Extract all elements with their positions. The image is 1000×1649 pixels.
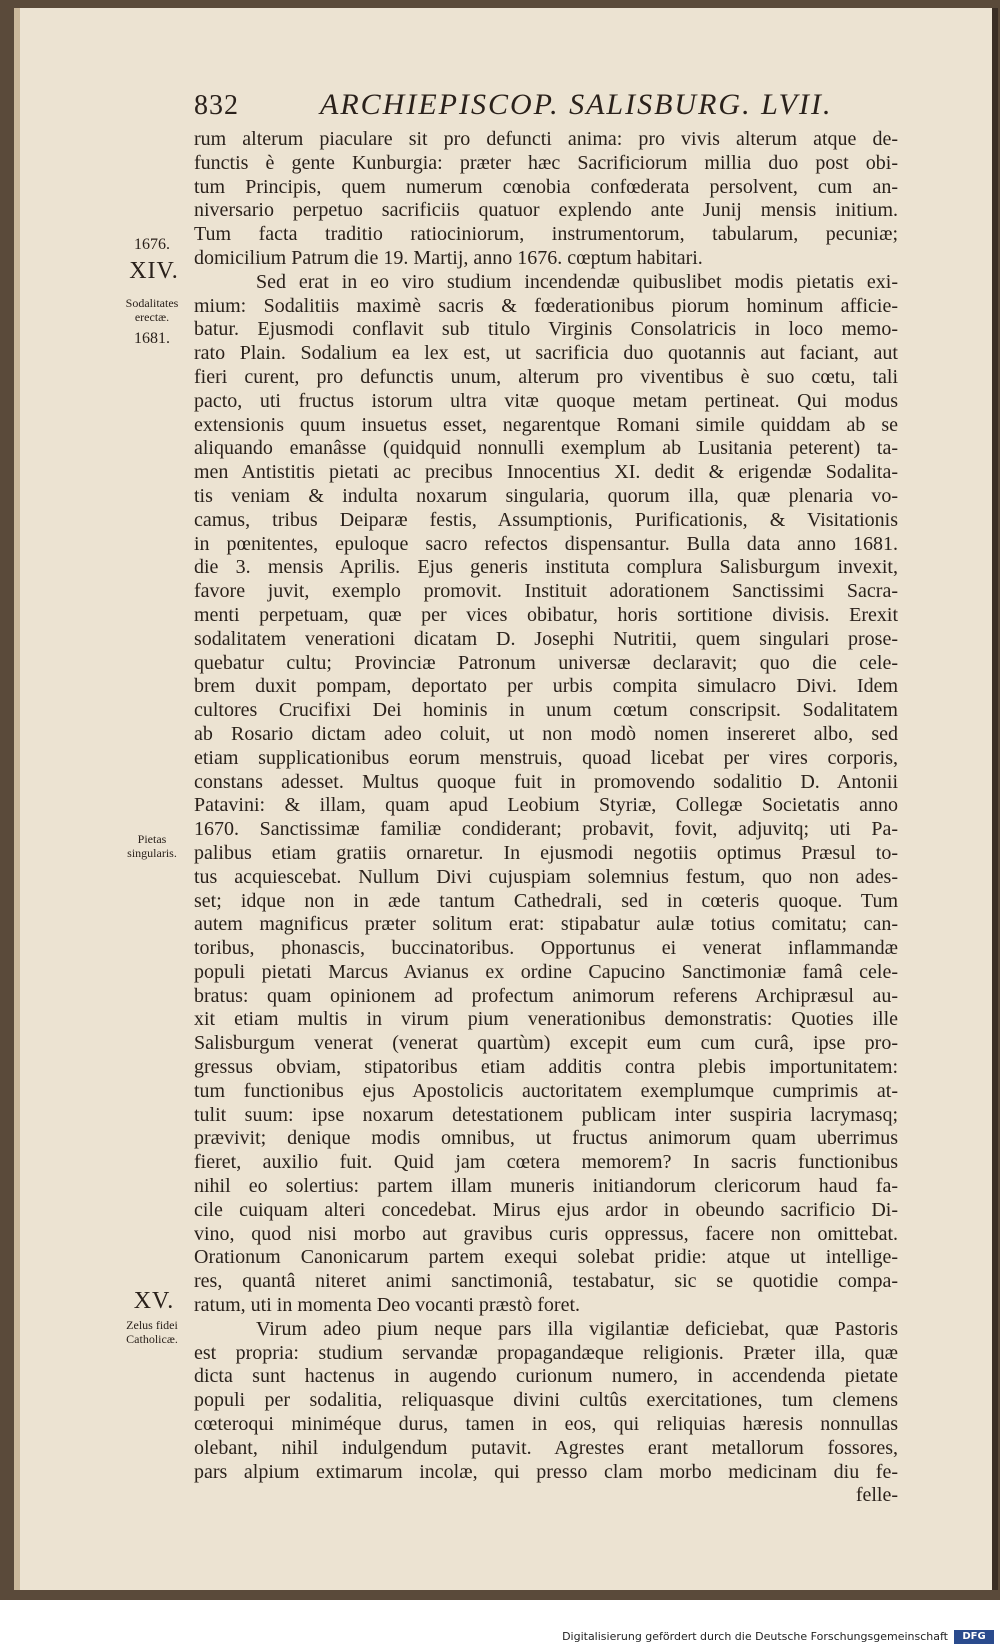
text-line: tis veniam & indulta noxarum singularia, quorum illa, quæ plenaria vo- — [194, 484, 898, 507]
text-line: favore juvit, exemplo promovit. Instituit adorationem Sanctissimi Sacra- — [194, 580, 898, 603]
dfg-logo: DFG — [954, 1630, 994, 1644]
text-line: cœteroqui miniméque durus, tamen in eos, qui reliquias hæresis nonnullas — [194, 1413, 898, 1436]
text-line: mium: Sodalitiis maximè sacris & fœderationibus piorum hominum afficie- — [194, 294, 898, 317]
text-line: tum Principis, quem numerum cœnobia confœderata persolvent, cum an- — [194, 175, 898, 198]
text-line: rum alterum piaculare sit pro defuncti anima: pro vivis alterum atque de- — [194, 128, 898, 150]
text-line: menti perpetuam, quæ per vices obibatur, horis sortitione divisis. Erexit — [194, 603, 898, 626]
text-line: rato Plain. Sodalium ea lex est, ut sacrificia duo quotannis aut faciant, aut — [194, 342, 898, 365]
text-line: aliquando emanâsse (quidquid nonnulli exemplum ab Lusitania peterent) ta- — [194, 437, 898, 460]
page-number: 832 — [194, 90, 239, 121]
margin-note-sodalitates: Sodalitates erectæ. — [125, 296, 179, 324]
text-line: men Antistitis pietati ac precibus Innocentius XI. dedit & erigendæ Sodalita- — [194, 461, 898, 484]
text-line: ratum, uti in momenta Deo vocanti præstò foret. — [194, 1294, 581, 1317]
text-line: gressus obviam, stipatoribus etiam additis contra plebis importunitatem: — [194, 1056, 898, 1079]
margin-note-year-1676: 1676. — [134, 236, 170, 253]
text-line: sodalitatem venerationi dicatam D. Josephi Nutritii, quem singulari prose- — [194, 627, 898, 650]
running-title: ARCHIEPISCOP. SALISBURG. LVII. — [320, 88, 833, 121]
text-line: bratus: quam opinionem ad profectum animorum referens Archipræsul au- — [194, 984, 898, 1007]
page-edge — [992, 8, 998, 1590]
text-line: toribus, phonascis, buccinatoribus. Opportunus ei venerat inflammandæ — [194, 937, 898, 960]
text-line: camus, tribus Deiparæ festis, Assumptionis, Purificationis, & Visitationis — [194, 508, 898, 531]
text-line: est propria: studium servandæ propagandæque religionis. Præter illa, quæ — [194, 1341, 898, 1364]
text-line: autem magnificus præter solitum erat: stipabatur aulæ totius comitatu; can- — [194, 913, 898, 936]
text-line: brem duxit pompam, deportato per urbis compita simulacro Divi. Idem — [194, 675, 898, 698]
text-line: xit etiam multis in virum pium venerationibus demonstratis: Quoties ille — [194, 1008, 898, 1031]
text-line: functis è gente Kunburgia: præter hæc Sacrificiorum millia duo post obi- — [194, 151, 898, 174]
text-line: pars alpium extimarum incolæ, qui presso clam morbo medicinam diu fe- — [194, 1460, 898, 1483]
margin-note-section-xv: XV. — [133, 1288, 175, 1314]
text-line: tulit suum: ipse noxarum detestationem publicam inter suspiria lacrymasq; — [194, 1103, 898, 1126]
text-line: Orationum Canonicarum partem exequi solebat pridie: atque ut intellige- — [194, 1246, 898, 1269]
footer-credit: Digitalisierung gefördert durch die Deutsche Forschungsgemeinschaft — [562, 1630, 948, 1643]
text-line: nihil eo solertius: partem illam muneris initiandorum clericorum haud fa- — [194, 1175, 898, 1198]
text-line: 1670. Sanctissimæ familiæ condiderant; probavit, fovit, adjuvitq; uti Pa- — [194, 818, 898, 841]
catchword: felle- — [855, 1484, 898, 1507]
text-line: batur. Ejusmodi conflavit sub titulo Virginis Consolatricis in loco memo- — [194, 318, 898, 341]
text-line: Sed erat in eo viro studium incendendæ quibuslibet modis pietatis exi- — [256, 270, 898, 293]
text-line: fieri curent, pro defunctis unum, alterum pro viventibus è suo cœtu, tali — [194, 365, 898, 388]
text-line: populi pietati Marcus Avianus ex ordine Capucino Sanctimoniæ famâ cele- — [194, 960, 898, 983]
text-line: tum functionibus ejus Apostolicis auctoritatem exemplumque cumprimis at- — [194, 1079, 898, 1102]
text-line: domicilium Patrum die 19. Martij, anno 1676. cœptum habitari. — [194, 246, 703, 269]
text-line: quebatur cultu; Provinciæ Patronum universæ declaravit; quo die cele- — [194, 651, 898, 674]
text-line: pacto, uti fructus istorum ultra vitæ quoque metam pertineat. Qui modus — [194, 389, 898, 412]
text-line: set; idque non in æde tantum Cathedrali, sed in cœteris quoque. Tum — [194, 889, 898, 912]
text-line: ab Rosario dictam adeo coluit, ut non modò nomen insereret albo, sed — [194, 722, 898, 745]
text-line: vino, quod nisi morbo aut gravibus curis oppressus, facere non omittebat. — [194, 1222, 898, 1245]
page-header — [194, 88, 834, 128]
text-line: cile cuiquam alteri concedebat. Mirus ejus ardor in obeundo sacrificio Di- — [194, 1198, 898, 1221]
body-text — [194, 128, 898, 1508]
text-line: constans adesset. Multus quoque fuit in promovendo sodalitio D. Antonii — [194, 770, 898, 793]
text-line: in pœnitentes, epuloque sacro refectos dispensantur. Bulla data anno 1681. — [194, 532, 898, 555]
text-line: Salisburgum venerat (venerat quartùm) excepit eum cum curâ, ipse pro- — [194, 1032, 898, 1055]
margin-note-section-xiv: XIV. — [129, 258, 179, 284]
margin-note-pietas: Pietas singularis. — [127, 832, 177, 860]
footer-bar — [0, 1628, 1000, 1649]
text-line: res, quantâ niteret animi sanctimoniâ, testabatur, sic se quotidie compa- — [194, 1270, 898, 1293]
text-line: palibus etiam gratiis ornaretur. In ejusmodi negotiis optimus Præsul to- — [194, 841, 898, 864]
text-line: Virum adeo pium neque pars illa vigilantiæ deficiebat, quæ Pastoris — [256, 1317, 898, 1340]
text-line: etiam supplicationibus eorum menstruis, quoad licebat per vires corporis, — [194, 746, 898, 769]
text-line: tus acquiescebat. Nullum Divi cujuspiam solemnius festum, quo non ades- — [194, 865, 898, 888]
text-line: prævivit; denique modis omnibus, ut fructus animorum quam uberrimus — [194, 1127, 898, 1150]
text-line: fieret, auxilio fuit. Quid jam cœtera memorem? In sacris functionibus — [194, 1151, 898, 1174]
text-line: Tum facta traditio ratiociniorum, instrumentorum, tabularum, pecuniæ; — [194, 223, 898, 246]
text-line: cultores Crucifixi Dei hominis in unum cœtum conscripsit. Sodalitatem — [194, 699, 898, 722]
margin-note-zelus: Zelus fidei Catholicæ. — [126, 1318, 178, 1346]
text-line: Patavini: & illam, quam apud Leobium Styriæ, Collegæ Societatis anno — [194, 794, 898, 817]
margin-note-year-1681: 1681. — [134, 330, 170, 347]
text-line: dicta sunt hactenus in augendo curionum numero, in accendenda pietate — [194, 1365, 898, 1388]
text-line: populi per sodalitia, reliquasque divini cultûs exercitationes, tum clemens — [194, 1389, 898, 1412]
text-line: die 3. mensis Aprilis. Ejus generis instituta complura Salisburgum invexit, — [194, 556, 898, 579]
text-line: niversario perpetuo sacrificiis quatuor explendo ante Junij mensis initium. — [194, 199, 898, 222]
text-line: extensionis quum insuetus esset, negarentque Romani simile quiddam ab se — [194, 413, 898, 436]
text-line: olebant, nihil indulgendum putavit. Agrestes erant metallorum fossores, — [194, 1436, 898, 1459]
